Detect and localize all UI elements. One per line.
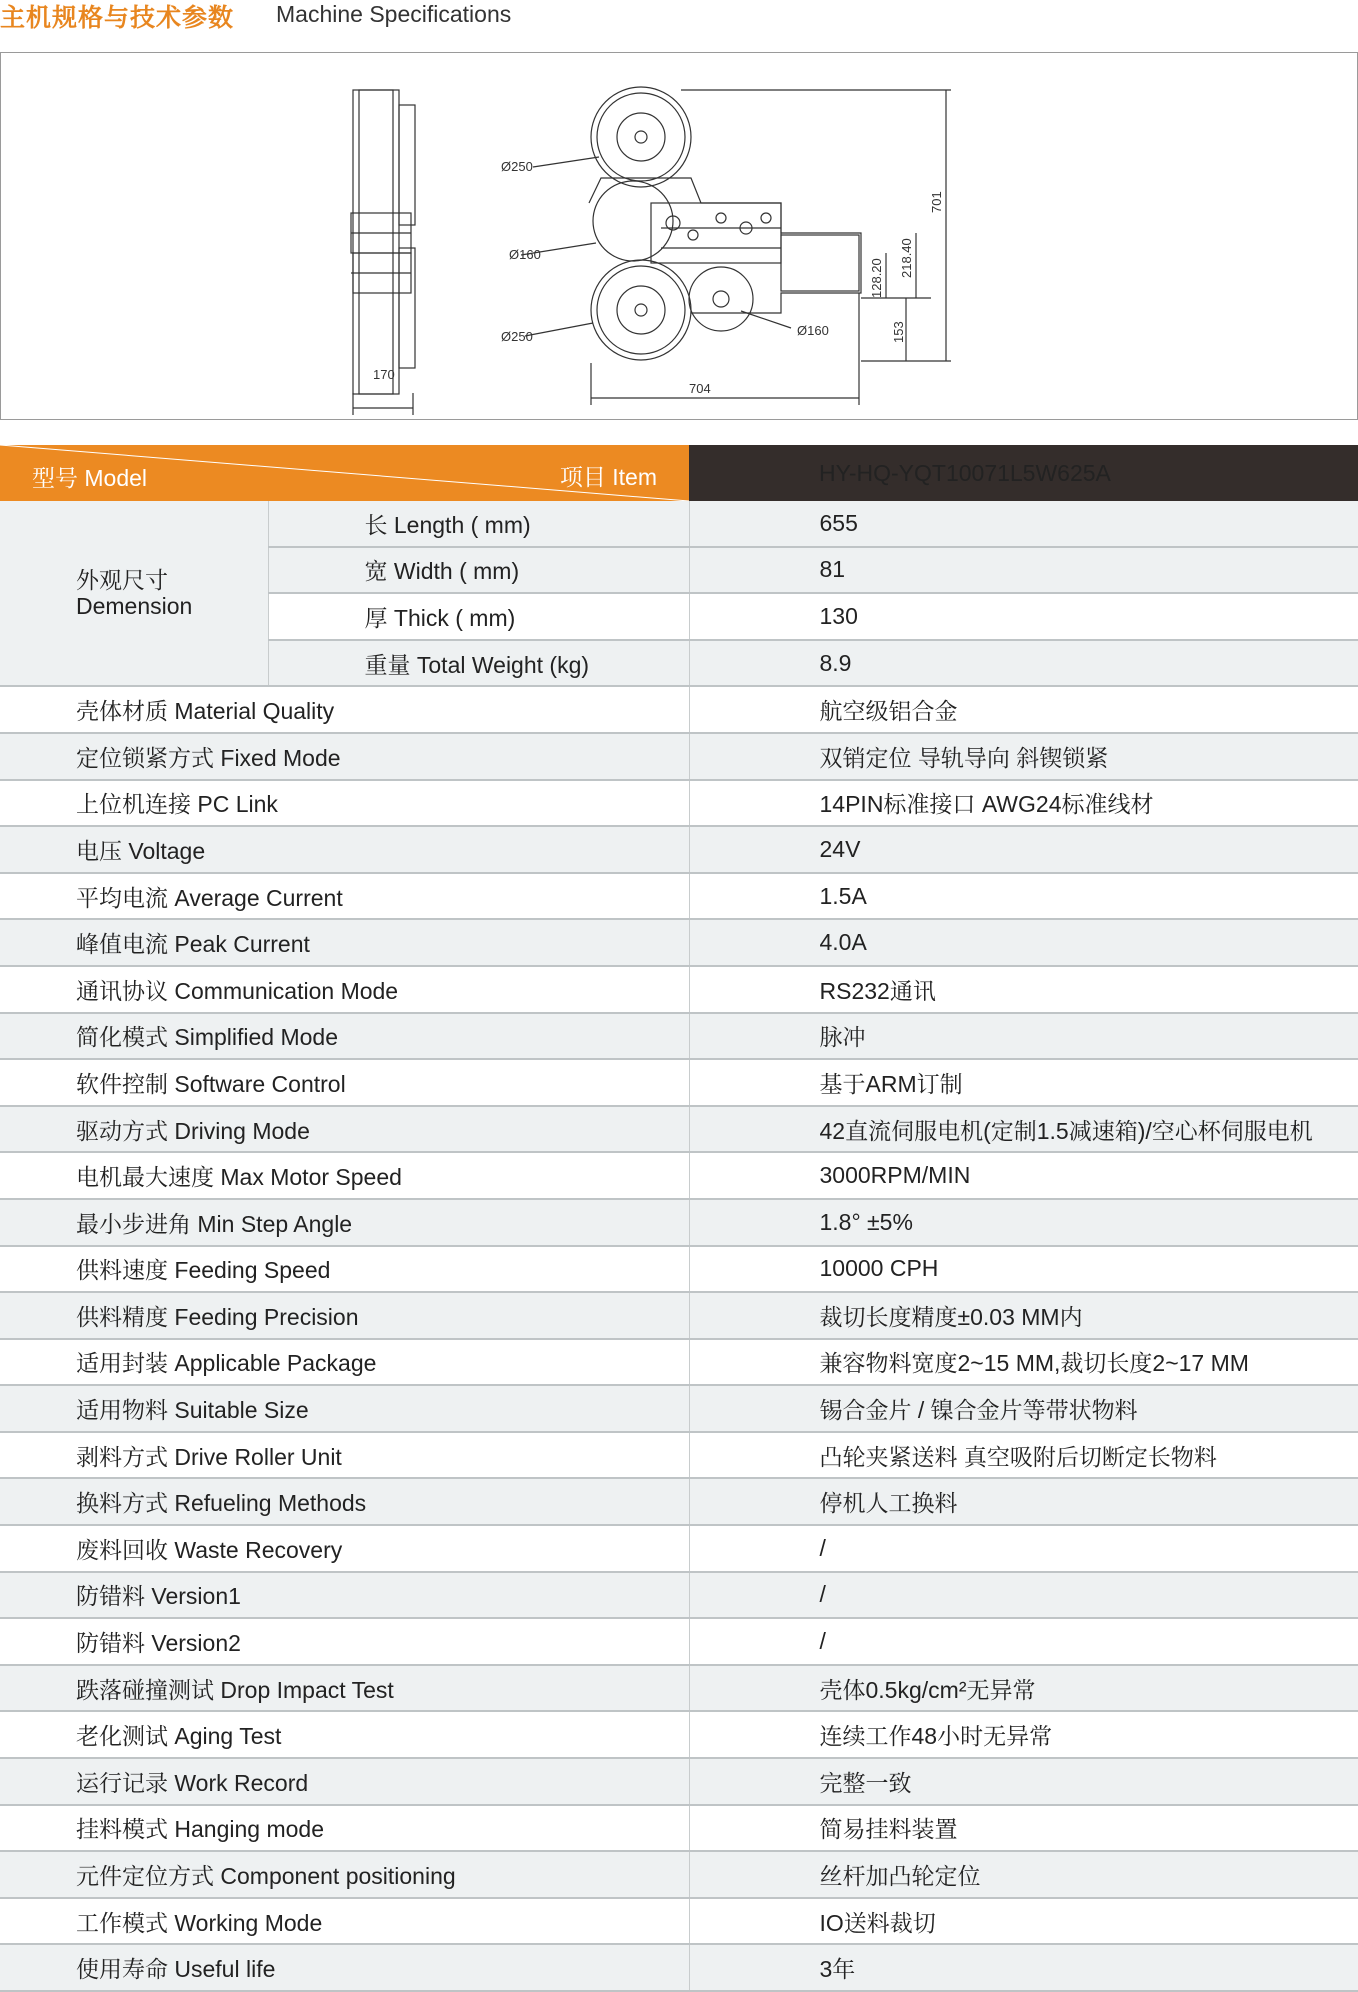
- technical-drawing-svg: [1, 53, 1357, 419]
- table-row: [0, 1572, 1358, 1619]
- table-row: [0, 1898, 1358, 1945]
- table-row: [0, 873, 1358, 920]
- table-row: [0, 1432, 1358, 1479]
- table-row: [0, 1152, 1358, 1199]
- row-value: 停机人工换料: [689, 1478, 1358, 1525]
- dim-h1: 218.40: [899, 238, 914, 278]
- row-value: 裁切长度精度±0.03 MM内: [689, 1292, 1358, 1339]
- table-row: [0, 1478, 1358, 1525]
- model-value: HY-HQ-YQT10071L5W625A: [689, 445, 1358, 501]
- row-label: 供料精度 Feeding Precision: [0, 1292, 689, 1339]
- table-row: [0, 780, 1358, 827]
- header-model-item: [0, 445, 689, 501]
- row-value: 3年: [689, 1944, 1358, 1991]
- dim-height: 701: [929, 191, 944, 213]
- row-label: 挂料模式 Hanging mode: [0, 1805, 689, 1852]
- row-label: 简化模式 Simplified Mode: [0, 1013, 689, 1060]
- dim-reel-top: Ø250: [501, 159, 533, 174]
- row-value: 简易挂料装置: [689, 1805, 1358, 1852]
- table-header-row: [0, 445, 1358, 501]
- row-label: 通讯协议 Communication Mode: [0, 966, 689, 1013]
- row-value: 14PIN标准接口 AWG24标准线材: [689, 780, 1358, 827]
- table-row: [0, 1805, 1358, 1852]
- page-title-en: Machine Specifications: [276, 1, 512, 27]
- row-value: /: [689, 1572, 1358, 1619]
- table-row: [0, 1106, 1358, 1153]
- row-value: IO送料裁切: [689, 1898, 1358, 1945]
- row-value: 锡合金片 / 镍合金片等带状物料: [689, 1385, 1358, 1432]
- row-label: 跌落碰撞测试 Drop Impact Test: [0, 1665, 689, 1712]
- row-value: 丝杆加凸轮定位: [689, 1851, 1358, 1898]
- row-label: 防错料 Version2: [0, 1618, 689, 1665]
- row-label: 壳体材质 Material Quality: [0, 686, 689, 733]
- dim-reel-bottom: Ø250: [501, 329, 533, 344]
- header-item-label: 项目 Item: [559, 464, 657, 490]
- row-value: RS232通讯: [689, 966, 1358, 1013]
- table-row: [0, 1525, 1358, 1572]
- row-value: 655: [689, 501, 1358, 547]
- table-row: [0, 966, 1358, 1013]
- row-value: 4.0A: [689, 919, 1358, 966]
- row-value: 双销定位 导轨导向 斜锲锁紧: [689, 733, 1358, 780]
- row-label: 换料方式 Refueling Methods: [0, 1478, 689, 1525]
- dim-roller-right: Ø160: [797, 323, 829, 338]
- row-value: 凸轮夹紧送料 真空吸附后切断定长物料: [689, 1432, 1358, 1479]
- row-value: 81: [689, 547, 1358, 594]
- row-label: 工作模式 Working Mode: [0, 1898, 689, 1945]
- row-label: 驱动方式 Driving Mode: [0, 1106, 689, 1153]
- table-row: [0, 1711, 1358, 1758]
- row-value: /: [689, 1618, 1358, 1665]
- dimension-group-en: Demension: [76, 593, 193, 620]
- row-label: 老化测试 Aging Test: [0, 1711, 689, 1758]
- table-row: [0, 1944, 1358, 1991]
- row-value: 10000 CPH: [689, 1246, 1358, 1293]
- page-title-cn: 主机规格与技术参数: [0, 4, 235, 32]
- row-label: 适用封装 Applicable Package: [0, 1339, 689, 1386]
- row-value: 连续工作48小时无异常: [689, 1711, 1358, 1758]
- table-row: [0, 733, 1358, 780]
- row-value: 壳体0.5kg/cm²无异常: [689, 1665, 1358, 1712]
- row-label: 适用物料 Suitable Size: [0, 1385, 689, 1432]
- table-row: [0, 1292, 1358, 1339]
- table-row: [0, 1246, 1358, 1293]
- row-label: 长 Length ( mm): [268, 501, 689, 547]
- row-label: 使用寿命 Useful life: [0, 1944, 689, 1991]
- machine-drawing: [0, 52, 1358, 420]
- table-row: [0, 1059, 1358, 1106]
- row-label: 重量 Total Weight (kg): [268, 640, 689, 687]
- dim-h2: 128.20: [869, 258, 884, 298]
- row-label: 上位机连接 PC Link: [0, 780, 689, 827]
- row-label: 电压 Voltage: [0, 826, 689, 873]
- table-row: [0, 826, 1358, 873]
- row-value: 8.9: [689, 640, 1358, 687]
- row-label: 电机最大速度 Max Motor Speed: [0, 1152, 689, 1199]
- table-row: [0, 1618, 1358, 1665]
- row-value: 完整一致: [689, 1758, 1358, 1805]
- row-label: 废料回收 Waste Recovery: [0, 1525, 689, 1572]
- table-row: [0, 1013, 1358, 1060]
- row-value: 24V: [689, 826, 1358, 873]
- row-value: 航空级铝合金: [689, 686, 1358, 733]
- row-label: 最小步进角 Min Step Angle: [0, 1199, 689, 1246]
- row-value: 3000RPM/MIN: [689, 1152, 1358, 1199]
- table-row: [0, 686, 1358, 733]
- table-row: [0, 1339, 1358, 1386]
- row-value: 42直流伺服电机(定制1.5减速箱)/空心杯伺服电机: [689, 1106, 1358, 1153]
- table-row: [0, 1665, 1358, 1712]
- dim-reel-mid: Ø160: [509, 247, 541, 262]
- table-row: [0, 1385, 1358, 1432]
- table-row: [0, 919, 1358, 966]
- spec-table: [0, 445, 1358, 1992]
- dim-side-width: 170: [373, 367, 395, 382]
- row-label: 供料速度 Feeding Speed: [0, 1246, 689, 1293]
- row-value: /: [689, 1525, 1358, 1572]
- row-label: 厚 Thick ( mm): [268, 593, 689, 640]
- dimension-group-cn: 外观尺寸: [76, 567, 168, 594]
- table-row: [0, 501, 1358, 547]
- header-model-label: 型号 Model: [32, 465, 148, 491]
- row-value: 基于ARM订制: [689, 1059, 1358, 1106]
- row-label: 软件控制 Software Control: [0, 1059, 689, 1106]
- table-row: [0, 1851, 1358, 1898]
- row-label: 峰值电流 Peak Current: [0, 919, 689, 966]
- row-value: 脉冲: [689, 1013, 1358, 1060]
- row-label: 剥料方式 Drive Roller Unit: [0, 1432, 689, 1479]
- row-value: 1.8° ±5%: [689, 1199, 1358, 1246]
- row-value: 兼容物料宽度2~15 MM,裁切长度2~17 MM: [689, 1339, 1358, 1386]
- row-label: 定位锁紧方式 Fixed Mode: [0, 733, 689, 780]
- row-value: 1.5A: [689, 873, 1358, 920]
- dimension-group-label: [0, 501, 268, 686]
- table-row: [0, 1199, 1358, 1246]
- row-label: 元件定位方式 Component positioning: [0, 1851, 689, 1898]
- row-value: 130: [689, 593, 1358, 640]
- table-row: [0, 1758, 1358, 1805]
- dim-width: 704: [689, 381, 711, 396]
- dim-h3: 153: [891, 321, 906, 343]
- row-label: 防错料 Version1: [0, 1572, 689, 1619]
- row-label: 运行记录 Work Record: [0, 1758, 689, 1805]
- page-header: [0, 0, 1358, 40]
- row-label: 平均电流 Average Current: [0, 873, 689, 920]
- row-label: 宽 Width ( mm): [268, 547, 689, 594]
